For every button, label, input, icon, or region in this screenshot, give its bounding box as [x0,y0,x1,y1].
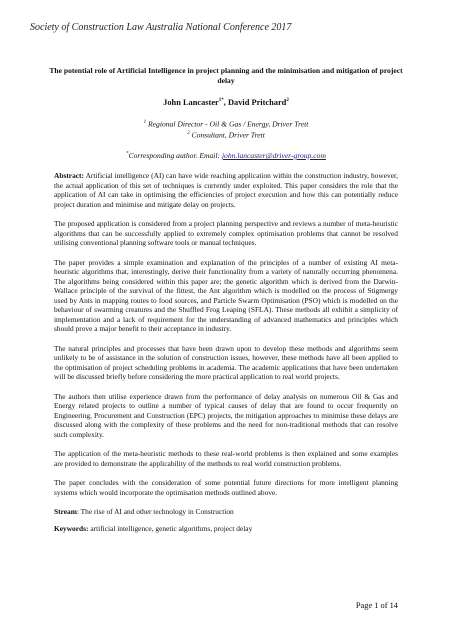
page-number: Page 1 of 14 [355,601,398,610]
body-paragraph-4: The authors then utilise experience drawn from the performance of delay analysis on numerous Oil & Gas and Energy related projects to outline a number of typical causes of delay that are found to occur frequently on Engineering, Procurement and Construction (EPC) projects, the mitigation approaches to minimise these delays are discussed along with the complexity of these problems and the need for non-traditional methods that can resolve such complexity. [54,391,398,439]
author-separator: , [223,98,228,107]
author-2-name: David Pritchard [227,98,287,107]
body-paragraph-6: The paper concludes with the consideration of some potential future directions for more intelligent planning systems which would incorporate the optimisation methods outlined above. [54,478,398,497]
author-1-sup: 1* [218,98,224,104]
paper-body [54,171,398,540]
stream-line [54,507,398,517]
abstract-label: Abstract: [54,171,84,180]
affiliations [0,118,452,140]
body-paragraph-5: The application of the meta-heuristic methods to these real-world problems is then explained and some examples are provided to demonstrate the applicability of the methods to real world construction problems. [54,449,398,468]
author-line [0,98,452,107]
running-header: Society of Construction Law Australia National Conference 2017 [30,22,292,33]
stream-label: Stream [54,507,77,516]
affiliation-2-sup: 2 [187,131,190,137]
corresponding-sup: * [126,151,129,157]
affiliation-2-text: Consultant, Driver Trett [189,130,265,140]
affiliation-2 [0,129,452,140]
email-link[interactable]: john.lancaster@driver-group.com [221,151,326,160]
keywords-label: Keywords: [54,523,89,533]
affiliation-1-text: Regional Director - Oil & Gas / Energy, Driver Trett [146,119,309,129]
abstract-text: Artificial intelligence (AI) can have wide reaching application within the construction industry, however, the actual application of this set of techniques is currently under exploited. This paper considers the role that the application of AI can take in optimising the efficiencies of project execution and how this can potentially reduce project duration and minimise and mitigate delay on projects. [54,171,398,209]
body-paragraph-3: The natural principles and processes that have been drawn upon to develop these methods and algorithms seem unlikely to be of assistance in the solution of construction issues, however, these methods have all been applied to the optimisation of project scheduling problems in academia. The academic applications that have been undertaken will be discussed briefly before considering the more practical application to real world projects. [54,343,398,381]
keywords-line [54,524,398,534]
keywords-text: artificial intelligence, genetic algorithms, project delay [88,523,253,533]
author-1-name: John Lancaster [163,98,219,107]
body-paragraph-1: The proposed application is considered from a project planning perspective and reviews a number of meta-heuristic algorithms that can be successfully applied to extremely complex optimisation problems that cannot be resolved utilising conventional planning software tools or manual techniques. [54,219,398,247]
affiliation-1-sup: 1 [143,120,147,125]
stream-text: : The rise of AI and other technology in Construction [76,507,234,516]
abstract-paragraph [54,171,398,209]
paper-title: The potential role of Artificial Intelligence in project planning and the minimisation and mitigation of project delay [49,66,403,85]
corresponding-label: Corresponding author. Email: [128,151,222,160]
affiliation-1 [0,118,452,129]
author-2-sup: 2 [286,98,289,104]
body-paragraph-2: The paper provides a simple examination and explanation of the principles of a number of existing AI meta-heuristic algorithms that, interestingly, derive their functionality from a variety of naturally occurring phenomena. The algorithms being considered within this paper are; the genetic algorithm which is derived from the Darwin-Wallace principle of the survival of the fittest, the Ant algorithm which is modelled on the process of Stigmergy used by Ants in mapping routes to food sources, and Particle Swarm Optimisation (PSO) which is modelled on the behaviour of swarming creatures and the Shuffled Frog Leaping (SFLA). These methods all exhibit a simplicity of implementation and a lack of requirement for the understanding of advanced mathematics and principles which should prove a major benefit to their acceptance in industry. [54,257,398,333]
corresponding-author [0,151,452,160]
